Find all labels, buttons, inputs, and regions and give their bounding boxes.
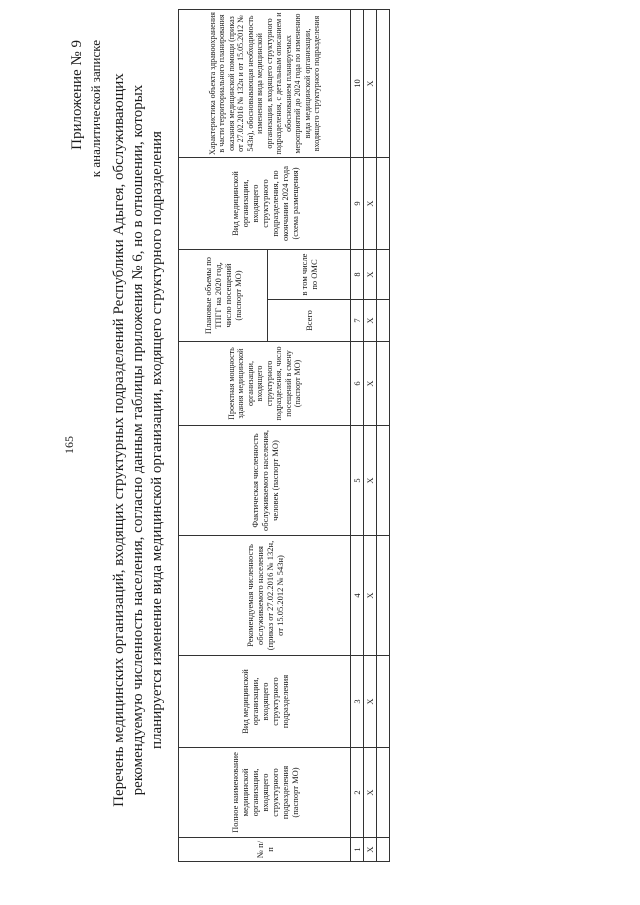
column-number: 6 <box>351 342 364 426</box>
table-cell <box>377 656 390 748</box>
table-cell <box>377 426 390 536</box>
table-header-row <box>179 10 268 862</box>
column-number: 4 <box>351 536 364 656</box>
header-cell-characteristic: Характеристика объекта здравоохранения в части территориального планирования оказания медицинской помощи (приказ от 27.02.2016 № 132н и от 15.05.2012 № 543н), обосновывающая необходимость изменения вида медицинской организации, входящего структурного подразделения, с детальным описанием и обоснованием планируемых мероприятий до 2024 года по изменению вида медицинской организации, входящего структурного подразделения <box>179 10 351 158</box>
organizations-table <box>178 9 390 862</box>
header-cell-type: Вид медицинской организации, входящего структурного подразделения <box>179 656 351 748</box>
table-cell: Х <box>364 536 377 656</box>
column-number: 7 <box>351 300 364 342</box>
column-number: 1 <box>351 838 364 862</box>
table-row <box>377 10 390 862</box>
table-cell <box>377 536 390 656</box>
header-cell-recommended: Рекомендуемая численность обслуживаемого населения (приказ от 27.02.2016 № 132н, от 15.05.2012 № 543н) <box>179 536 351 656</box>
rotated-page <box>30 12 610 880</box>
document-heading <box>110 20 167 860</box>
header-cell-capacity: Проектная мощность здания медицинской организации, входящего структурного подразделения, число посещений в смену (паспорт МО) <box>179 342 351 426</box>
table-cell: Х <box>364 10 377 158</box>
table-cell: Х <box>364 250 377 300</box>
column-number-row <box>351 10 364 862</box>
table-cell <box>377 300 390 342</box>
column-number: 2 <box>351 748 364 838</box>
column-number: 9 <box>351 158 364 250</box>
table-cell <box>377 342 390 426</box>
table-cell <box>377 10 390 158</box>
header-cell-name: Полное наименование медицинской организации, входящего структурного подразделения (паспорт МО) <box>179 748 351 838</box>
table-cell: Х <box>364 300 377 342</box>
appendix-subtitle: к аналитической записке <box>88 40 103 178</box>
column-number: 3 <box>351 656 364 748</box>
table-cell <box>377 250 390 300</box>
table-cell: Х <box>364 342 377 426</box>
table-cell <box>377 158 390 250</box>
header-cell-total: Всего <box>268 300 351 342</box>
table-cell: Х <box>364 838 377 862</box>
table-cell: Х <box>364 158 377 250</box>
header-cell-planned-volumes: Плановые объемы по ТПГГ на 2020 год, число посещений (паспорт МО) <box>179 250 268 342</box>
heading-line: рекомендуемую численность населения, согласно данным таблицы приложения № 6, но в отношении, которых <box>130 84 146 796</box>
column-number: 5 <box>351 426 364 536</box>
table-cell: Х <box>364 656 377 748</box>
heading-line: Перечень медицинских организаций, входящих структурных подразделений Республики Адыгея, обслуживающих <box>111 73 127 807</box>
header-cell-oms: в том числе по ОМС <box>268 250 351 300</box>
heading-line: планируется изменение вида медицинской организации, входящего структурного подразделения <box>149 131 165 749</box>
column-number: 8 <box>351 250 364 300</box>
column-number: 10 <box>351 10 364 158</box>
appendix-title: Приложение № 9 <box>69 40 85 150</box>
table-cell: Х <box>364 426 377 536</box>
table-cell <box>377 748 390 838</box>
header-cell-type-2024: Вид медицинской организации, входящего структурного подразделения, по окончании 2024 года (схема размещения) <box>179 158 351 250</box>
table-cell: Х <box>364 748 377 838</box>
table-cell <box>377 838 390 862</box>
page-number: 165 <box>62 436 76 454</box>
header-cell-actual: Фактическая численность обслуживаемого населения, человек (паспорт МО) <box>179 426 351 536</box>
table-row <box>364 10 377 862</box>
header-cell-number: № п/п <box>179 838 351 862</box>
